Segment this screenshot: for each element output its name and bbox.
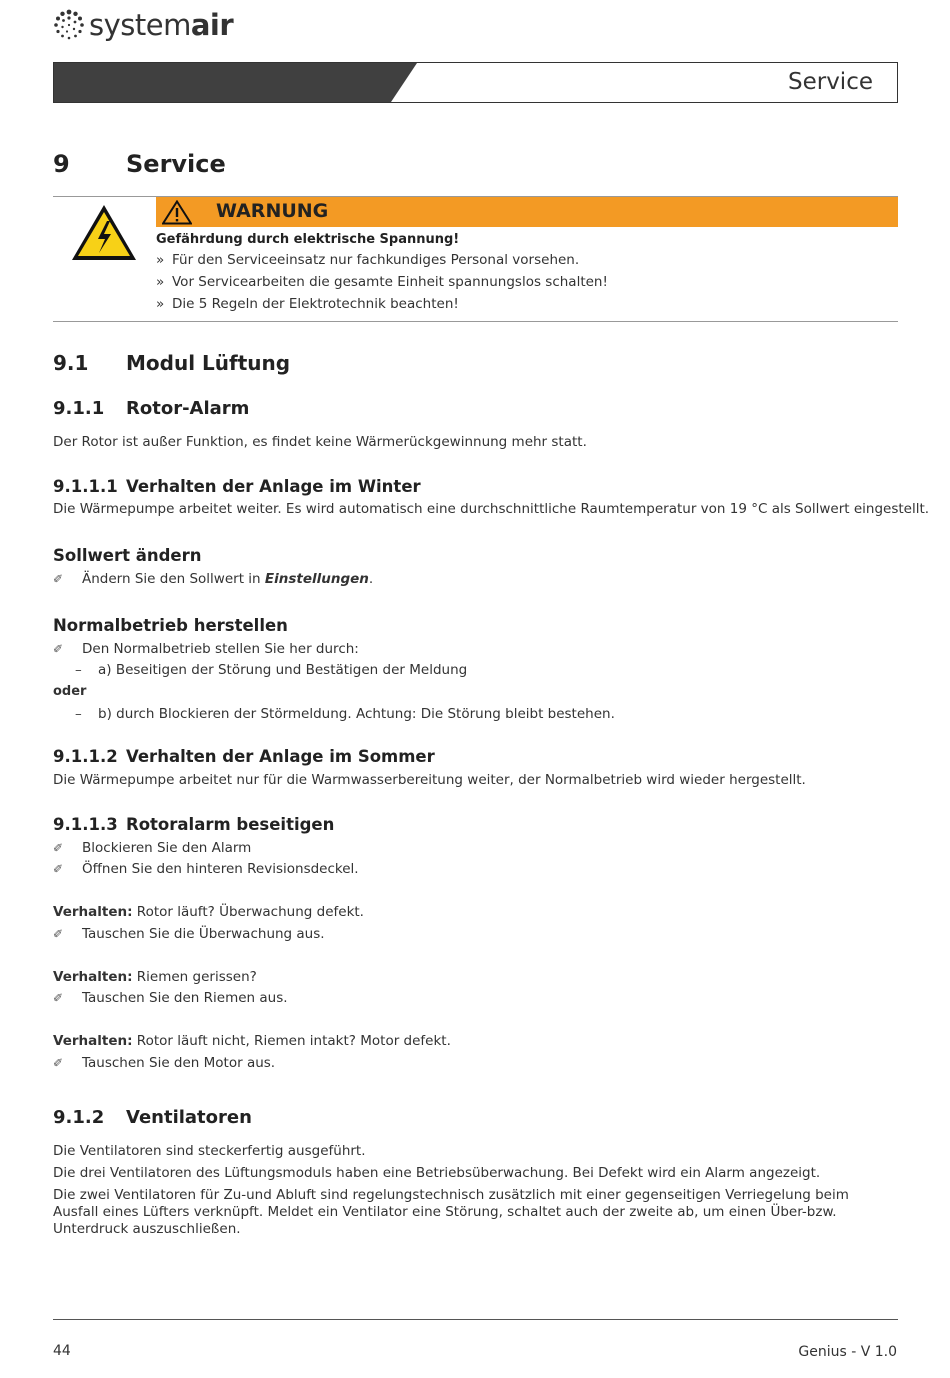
page-number: 44 [53, 1343, 71, 1359]
footer-divider [53, 1319, 898, 1320]
summer-text: Die Wärmepumpe arbeitet nur für die Warmwasserbereitung weiter, der Normalbetrieb wird wieder hergestellt. [53, 772, 806, 788]
pencil-icon: ✐ [53, 1056, 64, 1070]
section-heading-9-1-1: 9.1.1 Rotor-Alarm [53, 398, 250, 419]
rotor-step: ✐ Öffnen Sie den hinteren Revisionsdeckel. [53, 861, 359, 877]
section-heading-9-1: 9.1 Modul Lüftung [53, 351, 291, 375]
case-condition: Verhalten: Rotor läuft? Überwachung defekt. [53, 904, 364, 920]
pencil-icon: ✐ [53, 642, 64, 656]
warning-triangle-icon [162, 200, 192, 229]
normalbetrieb-step: ✐ Den Normalbetrieb stellen Sie her durch: [53, 641, 359, 657]
normalbetrieb-heading: Normalbetrieb herstellen [53, 616, 288, 635]
logo-dots-icon [53, 9, 85, 41]
section-heading-9: 9 Service [53, 150, 226, 178]
case-action: ✐ Tauschen Sie den Motor aus. [53, 1055, 276, 1071]
pencil-icon: ✐ [53, 572, 64, 586]
warning-heading: Gefährdung durch elektrische Spannung! [156, 232, 460, 247]
ventilatoren-paragraph: Die zwei Ventilatoren für Zu-und Abluft sind regelungstechnisch zusätzlich mit einer gegenseitigen Verriegelung beim Ausfall eines Lüfters verknüpft. Meldet ein Ventilator eine Störung, schaltet auch der zweite ab, um einen Über-bzw. Unterdruck auszuschließen. [53, 1187, 849, 1237]
header-dark-block [54, 63, 391, 102]
document-version: Genius - V 1.0 [798, 1344, 897, 1360]
section-heading-9-1-1-1: 9.1.1.1 Verhalten der Anlage im Winter [53, 477, 421, 496]
case-action: ✐ Tauschen Sie den Riemen aus. [53, 990, 288, 1006]
pencil-icon: ✐ [53, 862, 64, 876]
pencil-icon: ✐ [53, 991, 64, 1005]
ventilatoren-paragraph: Die drei Ventilatoren des Lüftungsmoduls haben eine Betriebsüberwachung. Bei Defekt wird ein Alarm angezeigt. [53, 1165, 821, 1181]
section-heading-9-1-1-2: 9.1.1.2 Verhalten der Anlage im Sommer [53, 747, 435, 766]
warning-item: » Die 5 Regeln der Elektrotechnik beachten! [156, 296, 459, 312]
header-title: Service [787, 69, 873, 95]
case-condition: Verhalten: Riemen gerissen? [53, 969, 257, 985]
logo-wordmark: systemair [89, 8, 234, 42]
option-a: – a) Beseitigen der Störung und Bestätigen der Meldung [75, 662, 468, 678]
sollwert-heading: Sollwert ändern [53, 546, 202, 565]
case-action: ✐ Tauschen Sie die Überwachung aus. [53, 926, 325, 942]
warning-item: » Für den Serviceeinsatz nur fachkundiges Personal vorsehen. [156, 252, 580, 268]
ventilatoren-paragraph: Die Ventilatoren sind steckerfertig ausgeführt. [53, 1143, 366, 1159]
option-b: – b) durch Blockieren der Störmeldung. Achtung: Die Störung bleibt bestehen. [75, 706, 615, 722]
pencil-icon: ✐ [53, 927, 64, 941]
rotor-step: ✐ Blockieren Sie den Alarm [53, 840, 252, 856]
warning-item: » Vor Servicearbeiten die gesamte Einheit spannungslos schalten! [156, 274, 608, 290]
section-heading-9-1-1-3: 9.1.1.3 Rotoralarm beseitigen [53, 815, 335, 834]
header-slant [391, 63, 417, 102]
rotor-alarm-text: Der Rotor ist außer Funktion, es findet keine Wärmerückgewinnung mehr statt. [53, 434, 587, 450]
chapter-header-bar [53, 62, 898, 103]
pencil-icon: ✐ [53, 841, 64, 855]
winter-text: Die Wärmepumpe arbeitet weiter. Es wird automatisch eine durchschnittliche Raumtemperatur von 19 °C als Sollwert eingestellt. [53, 501, 930, 517]
oder-label: oder [53, 684, 87, 699]
sollwert-step: ✐ Ändern Sie den Sollwert in Einstellungen. [53, 571, 374, 587]
section-heading-9-1-2: 9.1.2 Ventilatoren [53, 1107, 252, 1128]
warning-label: WARNUNG [216, 200, 329, 222]
high-voltage-icon [70, 202, 138, 266]
systemair-logo [53, 6, 233, 44]
case-condition: Verhalten: Rotor läuft nicht, Riemen intakt? Motor defekt. [53, 1033, 451, 1049]
